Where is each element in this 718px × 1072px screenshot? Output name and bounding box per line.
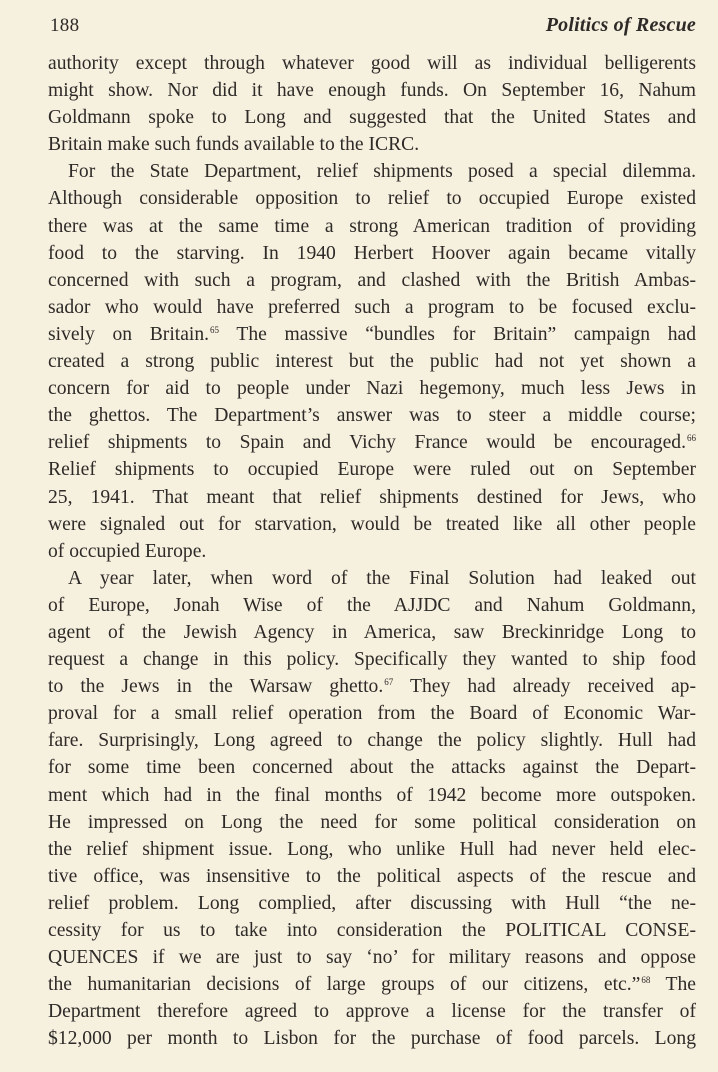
text-line: Department therefore agreed to approve a license for the transfer of (48, 1001, 696, 1023)
text-line (48, 971, 696, 998)
text-fragment: to the Jews in the Warsaw ghetto. (48, 676, 384, 698)
text-line: concern for aid to people under Nazi hegemony, much less Jews in (48, 378, 696, 400)
text-line: concerned with such a program, and clashed with the British Ambas- (48, 269, 696, 291)
footnote-marker-68: 68 (641, 975, 651, 986)
text-fragment: sively on Britain. (48, 323, 210, 345)
text-line: QUENCES if we are just to say ‘no’ for military reasons and oppose (48, 947, 696, 969)
page-number: 188 (50, 15, 80, 36)
text-line: relief problem. Long complied, after discussing with Hull “the ne- (48, 892, 696, 914)
text-line: Relief shipments to occupied Europe were ruled out on September (48, 459, 696, 481)
footnote-marker-66: 66 (687, 433, 696, 444)
text-line: A year later, when word of the Final Solution had leaked out (68, 567, 696, 589)
footnote-marker-65: 65 (210, 324, 220, 335)
text-line: fare. Surprisingly, Long agreed to change the policy slightly. Hull had (48, 730, 696, 752)
text-line: agent of the Jewish Agency in America, saw Breckinridge Long to (48, 621, 696, 643)
text-line: might show. Nor did it have enough funds. On September 16, Nahum (48, 80, 696, 102)
text-line (48, 673, 696, 700)
text-fragment: They had already received ap- (393, 676, 696, 698)
text-fragment: The massive “bundles for Britain” campaign had (219, 323, 696, 345)
text-line: ment which had in the final months of 1942 become more outspoken. (48, 784, 696, 806)
text-line: the ghettos. The Department’s answer was to steer a middle course; (48, 405, 696, 427)
text-line: there was at the same time a strong American tradition of providing (48, 215, 696, 237)
text-line: of occupied Europe. (48, 540, 207, 562)
text-line: Although considerable opposition to relief to occupied Europe existed (48, 188, 696, 210)
text-line: Britain make such funds available to the ICRC. (48, 134, 420, 156)
text-fragment: relief shipments to Spain and Vichy France would be encouraged. (48, 432, 686, 454)
text-line: created a strong public interest but the public had not yet shown a (48, 351, 696, 373)
page-header (48, 14, 696, 50)
text-line: authority except through whatever good will as individual belligerents (48, 53, 696, 74)
text-line: food to the starving. In 1940 Herbert Hoover again became vitally (48, 242, 696, 264)
footnote-marker-67: 67 (384, 677, 394, 688)
running-head: Politics of Rescue (545, 14, 696, 36)
text-line: For the State Department, relief shipments posed a special dilemma. (68, 161, 696, 183)
text-fragment: the humanitarian decisions of large groups of our citizens, etc.” (48, 974, 641, 996)
text-fragment: The (650, 974, 696, 996)
text-line (48, 429, 696, 456)
text-line: of Europe, Jonah Wise of the AJJDC and Nahum Goldmann, (48, 594, 696, 616)
text-line: request a change in this policy. Specifically they wanted to ship food (48, 649, 696, 671)
text-line: $12,000 per month to Lisbon for the purchase of food parcels. Long (48, 1028, 696, 1050)
text-line: cessity for us to take into consideration the POLITICAL CONSE- (48, 920, 696, 941)
text-line: He impressed on Long the need for some political consideration on (48, 811, 696, 833)
text-line: proval for a small relief operation from the Board of Economic War- (48, 703, 696, 725)
body-text (48, 50, 696, 1052)
text-line: 25, 1941. That meant that relief shipments destined for Jews, who (48, 486, 696, 508)
text-line: tive office, was insensitive to the political aspects of the rescue and (48, 865, 696, 887)
text-line: for some time been concerned about the attacks against the Depart- (48, 757, 696, 779)
text-line: Goldmann spoke to Long and suggested that the United States and (48, 107, 696, 129)
text-line: were signaled out for starvation, would be treated like all other people (48, 513, 696, 535)
text-line: sador who would have preferred such a program to be focused exclu- (48, 296, 696, 318)
text-line: the relief shipment issue. Long, who unlike Hull had never held elec- (48, 838, 696, 860)
text-line (48, 321, 696, 348)
